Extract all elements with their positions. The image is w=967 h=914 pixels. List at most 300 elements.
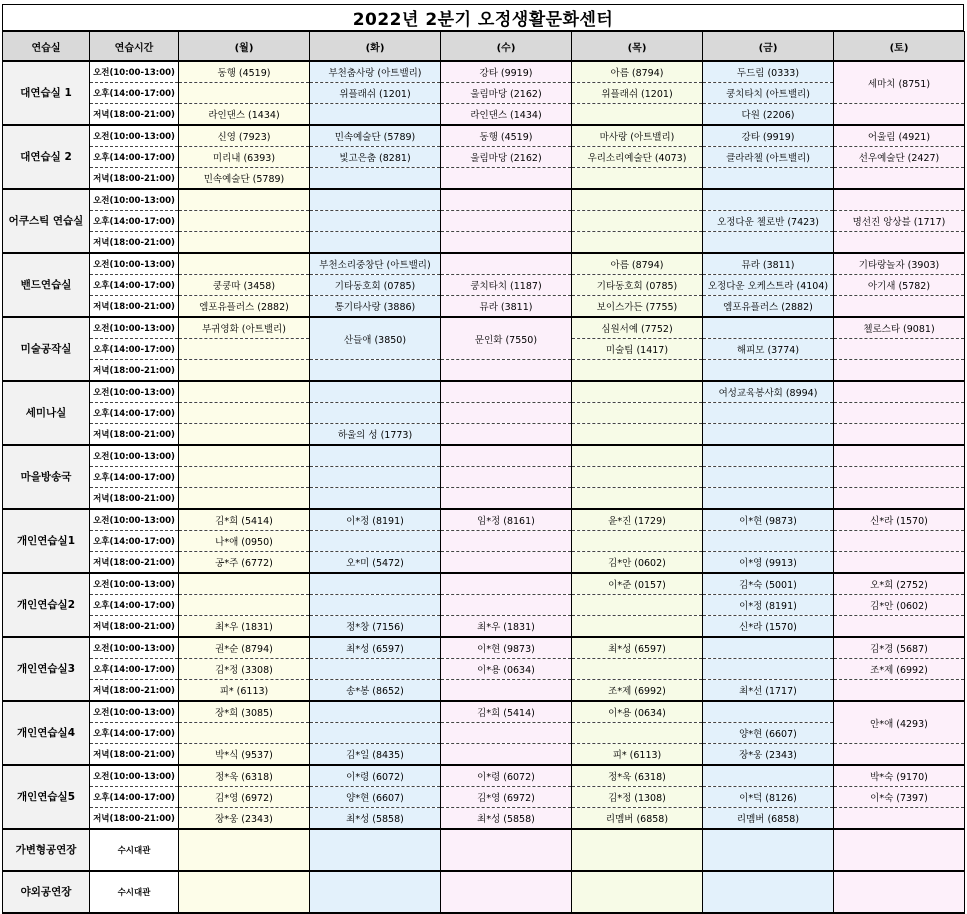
venue-cell-tue xyxy=(310,829,441,871)
schedule-row xyxy=(3,424,965,446)
time-slot: 오전(10:00-13:00) xyxy=(90,189,179,211)
booking-cell-thu xyxy=(572,445,703,467)
booking-cell-tue: 송*봉 (8652) xyxy=(310,680,441,702)
booking-cell-tue xyxy=(310,531,441,552)
booking-cell-fri: 이*덕 (8126) xyxy=(703,787,834,808)
booking-cell-mon xyxy=(179,723,310,744)
schedule-row xyxy=(3,808,965,830)
venue-cell-fri xyxy=(703,871,834,913)
booking-cell-wed xyxy=(441,723,572,744)
venue-cell-tue xyxy=(310,871,441,913)
time-slot: 오전(10:00-13:00) xyxy=(90,61,179,83)
booking-cell-tue: 부천춤사랑 (아트밸리) xyxy=(310,61,441,83)
time-slot: 저녁(18:00-21:00) xyxy=(90,488,179,510)
booking-cell-sat xyxy=(834,360,965,382)
booking-cell-mon: 쿵쿵따 (3458) xyxy=(179,275,310,296)
time-slot: 저녁(18:00-21:00) xyxy=(90,424,179,446)
booking-cell-mon xyxy=(179,488,310,510)
booking-cell-thu: 피* (6113) xyxy=(572,744,703,766)
booking-cell-thu xyxy=(572,403,703,424)
booking-cell-wed xyxy=(441,595,572,616)
schedule-row xyxy=(3,61,965,83)
booking-cell-sat xyxy=(834,488,965,510)
booking-cell-tue: 오*미 (5472) xyxy=(310,552,441,574)
booking-cell-wed xyxy=(441,680,572,702)
time-slot: 오후(14:00-17:00) xyxy=(90,147,179,168)
booking-cell-thu xyxy=(572,424,703,446)
booking-cell-fri xyxy=(703,765,834,787)
schedule-row xyxy=(3,317,965,339)
booking-cell-thu xyxy=(572,659,703,680)
booking-cell-wed xyxy=(441,381,572,403)
booking-cell-mon: 정*욱 (6318) xyxy=(179,765,310,787)
booking-cell-fri: 신*라 (1570) xyxy=(703,616,834,638)
room-name: 세미나실 xyxy=(3,381,90,445)
time-slot: 오후(14:00-17:00) xyxy=(90,83,179,104)
booking-cell-wed xyxy=(441,424,572,446)
schedule-row xyxy=(3,381,965,403)
time-slot: 오전(10:00-13:00) xyxy=(90,381,179,403)
schedule-row xyxy=(3,573,965,595)
booking-cell-fri xyxy=(703,445,834,467)
booking-cell-tue: 이*령 (6072) xyxy=(310,765,441,787)
booking-cell-mon xyxy=(179,445,310,467)
time-slot: 오전(10:00-13:00) xyxy=(90,445,179,467)
booking-cell-sat xyxy=(834,744,965,766)
booking-cell-thu xyxy=(572,211,703,232)
schedule-row xyxy=(3,701,965,723)
booking-cell-wed xyxy=(441,467,572,488)
venue-time: 수시대관 xyxy=(90,871,179,913)
booking-cell-fri: 최*선 (1717) xyxy=(703,680,834,702)
booking-cell-mon: 김*정 (3308) xyxy=(179,659,310,680)
booking-cell-thu xyxy=(572,104,703,126)
booking-cell-tue xyxy=(310,595,441,616)
booking-cell-mon: 권*순 (8794) xyxy=(179,637,310,659)
header-room: 연습실 xyxy=(3,32,90,62)
booking-cell-thu: 우리소리예술단 (4073) xyxy=(572,147,703,168)
booking-cell-wed: 최*성 (5858) xyxy=(441,808,572,830)
booking-cell-sat xyxy=(834,616,965,638)
time-slot: 오후(14:00-17:00) xyxy=(90,403,179,424)
header-mon: (월) xyxy=(179,32,310,62)
booking-cell-sat: 명선진 앙상블 (1717) xyxy=(834,211,965,232)
booking-cell-sat: 김*경 (5687) xyxy=(834,637,965,659)
schedule-row xyxy=(3,595,965,616)
schedule-row xyxy=(3,445,965,467)
booking-cell-thu xyxy=(572,531,703,552)
room-name: 개인연습실2 xyxy=(3,573,90,637)
venue-cell-mon xyxy=(179,871,310,913)
booking-cell-sat xyxy=(834,552,965,574)
booking-cell-sat: 박*숙 (9170) xyxy=(834,765,965,787)
time-slot: 오전(10:00-13:00) xyxy=(90,701,179,723)
booking-cell-sat: 김*안 (0602) xyxy=(834,595,965,616)
venue-name: 야외공연장 xyxy=(3,871,90,913)
schedule-row xyxy=(3,147,965,168)
time-slot: 오후(14:00-17:00) xyxy=(90,531,179,552)
booking-cell-mon xyxy=(179,83,310,104)
booking-cell-mon: 나*애 (0950) xyxy=(179,531,310,552)
booking-cell-tue xyxy=(310,360,441,382)
booking-cell-wed: 임*정 (8161) xyxy=(441,509,572,531)
booking-cell-sat xyxy=(834,403,965,424)
schedule-body xyxy=(3,32,965,914)
schedule-row xyxy=(3,616,965,638)
schedule-title: 2022년 2분기 오정생활문화센터 xyxy=(2,4,964,31)
booking-cell-sat: 선우예술단 (2427) xyxy=(834,147,965,168)
schedule-row xyxy=(3,467,965,488)
booking-cell-thu xyxy=(572,595,703,616)
booking-cell-wed xyxy=(441,360,572,382)
booking-cell-thu xyxy=(572,723,703,744)
booking-cell-mon: 동행 (4519) xyxy=(179,61,310,83)
booking-cell-sat xyxy=(834,680,965,702)
booking-cell-sat: 어울림 (4921) xyxy=(834,125,965,147)
schedule-row xyxy=(3,232,965,254)
schedule-row xyxy=(3,253,965,275)
time-slot: 오후(14:00-17:00) xyxy=(90,787,179,808)
time-slot: 저녁(18:00-21:00) xyxy=(90,616,179,638)
schedule-row xyxy=(3,189,965,211)
booking-cell-mon: 김*영 (6972) xyxy=(179,787,310,808)
header-tue: (화) xyxy=(310,32,441,62)
booking-cell-mon: 민속예술단 (5789) xyxy=(179,168,310,190)
venue-cell-thu xyxy=(572,829,703,871)
booking-cell-tue xyxy=(310,573,441,595)
booking-cell-fri: 다원 (2206) xyxy=(703,104,834,126)
booking-cell-tue xyxy=(310,659,441,680)
booking-cell-sat: 안*애 (4293) xyxy=(834,701,965,744)
venue-row xyxy=(3,871,965,913)
time-slot: 오후(14:00-17:00) xyxy=(90,595,179,616)
room-name: 어쿠스틱 연습실 xyxy=(3,189,90,253)
booking-cell-wed xyxy=(441,232,572,254)
booking-cell-thu: 정*욱 (6318) xyxy=(572,765,703,787)
booking-cell-wed xyxy=(441,168,572,190)
booking-cell-mon xyxy=(179,211,310,232)
booking-cell-fri: 이*영 (9913) xyxy=(703,552,834,574)
venue-name: 가변형공연장 xyxy=(3,829,90,871)
venue-cell-wed xyxy=(441,829,572,871)
booking-cell-wed xyxy=(441,403,572,424)
booking-cell-mon: 장*희 (3085) xyxy=(179,701,310,723)
venue-cell-sat xyxy=(834,871,965,913)
room-name: 개인연습실3 xyxy=(3,637,90,701)
booking-cell-thu: 최*성 (6597) xyxy=(572,637,703,659)
room-name: 마을방송국 xyxy=(3,445,90,509)
booking-cell-fri xyxy=(703,232,834,254)
booking-cell-tue: 통기타사랑 (3886) xyxy=(310,296,441,318)
venue-row xyxy=(3,829,965,871)
booking-cell-thu xyxy=(572,488,703,510)
time-slot: 오전(10:00-13:00) xyxy=(90,765,179,787)
booking-cell-tue: 위플래쉬 (1201) xyxy=(310,83,441,104)
booking-cell-tue xyxy=(310,445,441,467)
header-thu: (목) xyxy=(572,32,703,62)
booking-cell-mon: 피* (6113) xyxy=(179,680,310,702)
booking-cell-tue: 빛고은춤 (8281) xyxy=(310,147,441,168)
time-slot: 오후(14:00-17:00) xyxy=(90,339,179,360)
venue-cell-sat xyxy=(834,829,965,871)
booking-cell-mon: 엠포유플러스 (2882) xyxy=(179,296,310,318)
schedule-row xyxy=(3,723,965,744)
booking-cell-sat: 오*희 (2752) xyxy=(834,573,965,595)
booking-cell-fri: 엠포유플러스 (2882) xyxy=(703,296,834,318)
schedule-row xyxy=(3,659,965,680)
booking-cell-fri: 이*현 (9873) xyxy=(703,509,834,531)
booking-cell-tue xyxy=(310,467,441,488)
booking-cell-wed: 문인화 (7550) xyxy=(441,317,572,360)
room-name: 대연습실 2 xyxy=(3,125,90,189)
time-slot: 저녁(18:00-21:00) xyxy=(90,104,179,126)
schedule-row xyxy=(3,125,965,147)
schedule-row xyxy=(3,360,965,382)
schedule-row xyxy=(3,531,965,552)
booking-cell-wed: 이*용 (0634) xyxy=(441,659,572,680)
booking-cell-wed: 울림마당 (2162) xyxy=(441,83,572,104)
time-slot: 오전(10:00-13:00) xyxy=(90,253,179,275)
booking-cell-tue: 민속예술단 (5789) xyxy=(310,125,441,147)
time-slot: 오후(14:00-17:00) xyxy=(90,659,179,680)
room-name: 대연습실 1 xyxy=(3,61,90,125)
time-slot: 저녁(18:00-21:00) xyxy=(90,296,179,318)
booking-cell-wed: 뮤라 (3811) xyxy=(441,296,572,318)
booking-cell-sat xyxy=(834,808,965,830)
booking-cell-fri xyxy=(703,701,834,723)
booking-cell-sat xyxy=(834,339,965,360)
booking-cell-tue: 정*창 (7156) xyxy=(310,616,441,638)
booking-cell-thu: 이*용 (0634) xyxy=(572,701,703,723)
booking-cell-thu: 아름 (8794) xyxy=(572,61,703,83)
booking-cell-mon: 미리내 (6393) xyxy=(179,147,310,168)
schedule-row xyxy=(3,787,965,808)
booking-cell-sat: 이*숙 (7397) xyxy=(834,787,965,808)
booking-cell-wed: 최*우 (1831) xyxy=(441,616,572,638)
schedule-row xyxy=(3,552,965,574)
time-slot: 저녁(18:00-21:00) xyxy=(90,808,179,830)
booking-cell-thu xyxy=(572,189,703,211)
booking-cell-sat: 아기새 (5782) xyxy=(834,275,965,296)
time-slot: 오후(14:00-17:00) xyxy=(90,467,179,488)
schedule-row xyxy=(3,509,965,531)
booking-cell-thu: 이*준 (0157) xyxy=(572,573,703,595)
booking-cell-fri: 뮤라 (3811) xyxy=(703,253,834,275)
booking-cell-mon xyxy=(179,424,310,446)
booking-cell-fri: 이*정 (8191) xyxy=(703,595,834,616)
time-slot: 오후(14:00-17:00) xyxy=(90,275,179,296)
booking-cell-fri xyxy=(703,189,834,211)
booking-cell-sat: 세마치 (8751) xyxy=(834,61,965,104)
schedule-row xyxy=(3,168,965,190)
booking-cell-mon xyxy=(179,253,310,275)
time-slot: 오전(10:00-13:00) xyxy=(90,317,179,339)
room-name: 개인연습실1 xyxy=(3,509,90,573)
booking-cell-sat xyxy=(834,424,965,446)
time-slot: 저녁(18:00-21:00) xyxy=(90,552,179,574)
booking-cell-wed xyxy=(441,253,572,275)
booking-cell-wed xyxy=(441,211,572,232)
booking-cell-wed: 쿵치타치 (1187) xyxy=(441,275,572,296)
schedule-row xyxy=(3,296,965,318)
booking-cell-tue xyxy=(310,723,441,744)
booking-cell-tue xyxy=(310,488,441,510)
booking-cell-fri: 해피모 (3774) xyxy=(703,339,834,360)
booking-cell-fri xyxy=(703,467,834,488)
venue-cell-wed xyxy=(441,871,572,913)
booking-cell-fri: 김*숙 (5001) xyxy=(703,573,834,595)
booking-cell-sat xyxy=(834,232,965,254)
booking-cell-mon: 김*희 (5414) xyxy=(179,509,310,531)
header-fri: (금) xyxy=(703,32,834,62)
booking-cell-mon: 최*우 (1831) xyxy=(179,616,310,638)
booking-cell-mon xyxy=(179,232,310,254)
booking-cell-tue: 김*일 (8435) xyxy=(310,744,441,766)
time-slot: 오전(10:00-13:00) xyxy=(90,637,179,659)
header-sat: (토) xyxy=(834,32,965,62)
booking-cell-sat xyxy=(834,445,965,467)
booking-cell-fri: 장*웅 (2343) xyxy=(703,744,834,766)
booking-cell-thu: 심원서예 (7752) xyxy=(572,317,703,339)
booking-cell-wed xyxy=(441,531,572,552)
booking-cell-wed: 동행 (4519) xyxy=(441,125,572,147)
booking-cell-thu xyxy=(572,381,703,403)
booking-cell-wed: 김*영 (6972) xyxy=(441,787,572,808)
booking-cell-mon: 박*식 (9537) xyxy=(179,744,310,766)
booking-cell-fri: 클라라첼 (아트밸리) xyxy=(703,147,834,168)
venue-cell-fri xyxy=(703,829,834,871)
booking-cell-sat: 조*제 (6992) xyxy=(834,659,965,680)
booking-cell-thu: 기타동호회 (0785) xyxy=(572,275,703,296)
booking-cell-tue xyxy=(310,701,441,723)
booking-cell-tue xyxy=(310,211,441,232)
booking-cell-wed: 이*현 (9873) xyxy=(441,637,572,659)
booking-cell-tue: 최*성 (5858) xyxy=(310,808,441,830)
venue-cell-mon xyxy=(179,829,310,871)
booking-cell-thu: 조*제 (6992) xyxy=(572,680,703,702)
time-slot: 오전(10:00-13:00) xyxy=(90,125,179,147)
booking-cell-fri: 여성교육봉사회 (8994) xyxy=(703,381,834,403)
room-name: 개인연습실5 xyxy=(3,765,90,829)
booking-cell-thu xyxy=(572,168,703,190)
booking-cell-wed: 라인댄스 (1434) xyxy=(441,104,572,126)
schedule-row xyxy=(3,488,965,510)
booking-cell-mon xyxy=(179,339,310,360)
booking-cell-thu xyxy=(572,616,703,638)
booking-cell-tue xyxy=(310,104,441,126)
booking-cell-sat: 기타랑놀자 (3903) xyxy=(834,253,965,275)
booking-cell-fri xyxy=(703,659,834,680)
booking-cell-mon xyxy=(179,467,310,488)
time-slot: 저녁(18:00-21:00) xyxy=(90,680,179,702)
booking-cell-sat xyxy=(834,381,965,403)
time-slot: 저녁(18:00-21:00) xyxy=(90,744,179,766)
booking-cell-wed xyxy=(441,189,572,211)
booking-cell-tue xyxy=(310,168,441,190)
booking-cell-sat: 첼로스타 (9081) xyxy=(834,317,965,339)
booking-cell-wed: 울림마당 (2162) xyxy=(441,147,572,168)
booking-cell-mon xyxy=(179,360,310,382)
schedule-row xyxy=(3,744,965,766)
time-slot: 오전(10:00-13:00) xyxy=(90,509,179,531)
booking-cell-mon xyxy=(179,403,310,424)
booking-cell-thu: 마사랑 (아트밸리) xyxy=(572,125,703,147)
schedule-row xyxy=(3,104,965,126)
booking-cell-fri xyxy=(703,424,834,446)
booking-cell-mon: 신영 (7923) xyxy=(179,125,310,147)
booking-cell-sat xyxy=(834,467,965,488)
booking-cell-thu: 김*안 (0602) xyxy=(572,552,703,574)
booking-cell-fri: 강타 (9919) xyxy=(703,125,834,147)
booking-cell-tue: 기타동호회 (0785) xyxy=(310,275,441,296)
header-row xyxy=(3,32,965,62)
time-slot: 저녁(18:00-21:00) xyxy=(90,168,179,190)
booking-cell-sat xyxy=(834,189,965,211)
room-name: 개인연습실4 xyxy=(3,701,90,765)
booking-cell-thu: 리멤버 (6858) xyxy=(572,808,703,830)
booking-cell-thu xyxy=(572,232,703,254)
booking-cell-fri xyxy=(703,403,834,424)
booking-cell-fri: 양*현 (6607) xyxy=(703,723,834,744)
schedule-row xyxy=(3,637,965,659)
booking-cell-tue xyxy=(310,189,441,211)
schedule-row xyxy=(3,83,965,104)
booking-cell-wed xyxy=(441,445,572,467)
booking-cell-mon: 부귀영화 (아트밸리) xyxy=(179,317,310,339)
booking-cell-wed: 강타 (9919) xyxy=(441,61,572,83)
booking-cell-sat: 신*라 (1570) xyxy=(834,509,965,531)
booking-cell-wed xyxy=(441,488,572,510)
booking-cell-tue: 산들애 (3850) xyxy=(310,317,441,360)
schedule-table xyxy=(2,31,965,914)
booking-cell-tue: 하울의 성 (1773) xyxy=(310,424,441,446)
schedule-row xyxy=(3,680,965,702)
booking-cell-tue: 부천소리중창단 (아트밸리) xyxy=(310,253,441,275)
booking-cell-thu: 위플래쉬 (1201) xyxy=(572,83,703,104)
booking-cell-fri: 쿵치타치 (아트밸리) xyxy=(703,83,834,104)
booking-cell-tue xyxy=(310,403,441,424)
booking-cell-thu: 김*정 (1308) xyxy=(572,787,703,808)
booking-cell-fri xyxy=(703,637,834,659)
time-slot: 오후(14:00-17:00) xyxy=(90,211,179,232)
header-time: 연습시간 xyxy=(90,32,179,62)
time-slot: 오전(10:00-13:00) xyxy=(90,573,179,595)
booking-cell-mon xyxy=(179,381,310,403)
booking-cell-tue: 양*현 (6607) xyxy=(310,787,441,808)
booking-cell-wed: 김*희 (5414) xyxy=(441,701,572,723)
booking-cell-mon xyxy=(179,595,310,616)
time-slot: 저녁(18:00-21:00) xyxy=(90,232,179,254)
booking-cell-fri: 두드림 (0333) xyxy=(703,61,834,83)
venue-cell-thu xyxy=(572,871,703,913)
venue-time: 수시대관 xyxy=(90,829,179,871)
booking-cell-sat xyxy=(834,168,965,190)
booking-cell-fri xyxy=(703,531,834,552)
booking-cell-wed xyxy=(441,573,572,595)
booking-cell-fri: 리멤버 (6858) xyxy=(703,808,834,830)
booking-cell-mon: 라인댄스 (1434) xyxy=(179,104,310,126)
booking-cell-fri xyxy=(703,317,834,339)
booking-cell-thu: 윤*진 (1729) xyxy=(572,509,703,531)
booking-cell-wed xyxy=(441,552,572,574)
booking-cell-sat xyxy=(834,296,965,318)
schedule-row xyxy=(3,403,965,424)
schedule-row xyxy=(3,275,965,296)
booking-cell-fri xyxy=(703,360,834,382)
booking-cell-thu: 미술팀 (1417) xyxy=(572,339,703,360)
booking-cell-thu: 아름 (8794) xyxy=(572,253,703,275)
booking-cell-tue xyxy=(310,232,441,254)
